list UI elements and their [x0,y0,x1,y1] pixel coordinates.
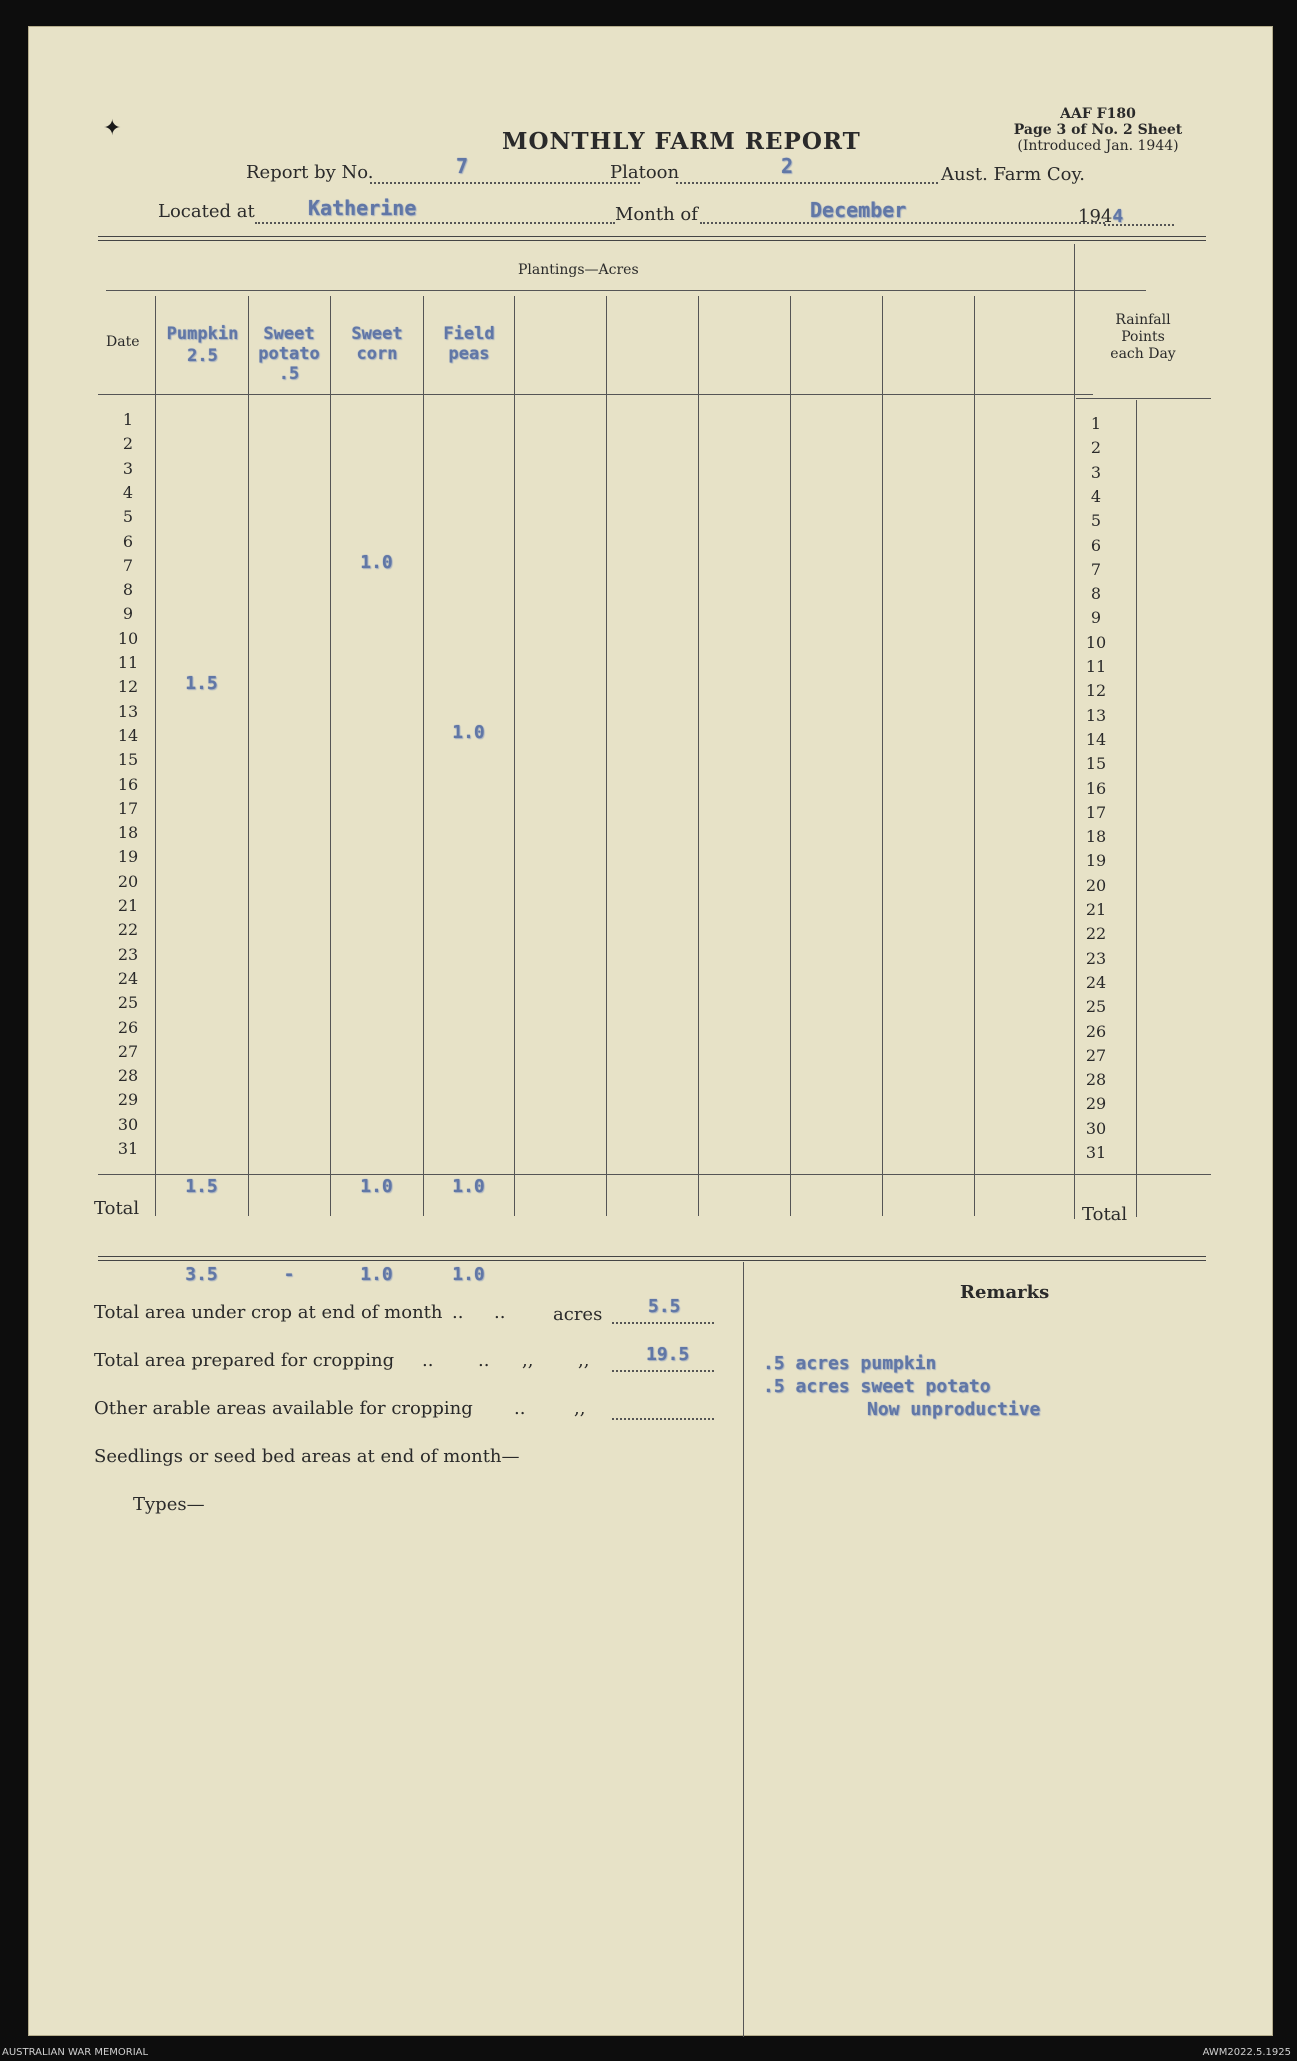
leader-dots: .. [494,1302,506,1323]
rainfall-day-number: 4 [1090,486,1102,506]
date-number: 27 [117,1041,139,1061]
platoon-line [676,182,938,184]
date-number: 24 [117,968,139,988]
col-divider [423,296,424,1216]
month-line [700,222,1105,224]
total-value: 1.0 [360,1176,393,1197]
rainfall-day-number: 25 [1085,997,1107,1017]
date-number: 4 [122,482,134,502]
rainfall-day-number: 17 [1085,802,1107,822]
col-divider [698,296,699,1216]
report-sheet [28,26,1273,2036]
form-introduced: (Introduced Jan. 1944) [1017,138,1179,154]
date-number: 26 [117,1017,139,1037]
total-label: Total [94,1198,140,1219]
total-value: 1.0 [452,1176,485,1197]
col-divider [330,296,331,1216]
rainfall-day-number: 23 [1085,948,1107,968]
company-label: Aust. Farm Coy. [941,164,1086,185]
crop-name: Field [443,324,495,344]
crop-name-2: peas [448,344,490,364]
rainfall-day-number: 30 [1085,1118,1107,1138]
total-top-rule [98,1174,1211,1175]
rainfall-divider [1074,244,1075,1219]
platoon-value: 2 [781,154,794,178]
form-page: Page 3 of No. 2 Sheet [1013,122,1183,138]
acres-label: acres [553,1304,603,1325]
rainfall-day-number: 8 [1090,584,1102,604]
crop-acres: 2.5 [187,346,218,366]
rainfall-day-number: 16 [1085,778,1107,798]
leader-dots: .. [422,1350,434,1371]
rainfall-day-number: 10 [1085,632,1107,652]
rainfall-day-number: 28 [1085,1070,1107,1090]
rainfall-heading-line-1: Rainfall [1115,312,1171,328]
date-number: 3 [122,458,134,478]
report-no-line [370,182,640,184]
other-arable-label: Other arable areas available for cropping [94,1398,473,1419]
date-number: 23 [117,944,139,964]
prepared-line [612,1370,714,1372]
crop-heading-pumpkin [150,324,255,366]
rainfall-day-number: 5 [1090,511,1102,531]
rainfall-day-number: 22 [1085,924,1107,944]
rainfall-day-number: 20 [1085,875,1107,895]
crop-heading-field-peas [425,324,513,364]
rainfall-day-number: 11 [1085,657,1107,676]
date-number: 20 [117,871,139,891]
col-divider [882,296,883,1216]
leader-dots: .. [478,1350,490,1371]
prepared-label: Total area prepared for cropping [94,1350,395,1371]
rainfall-day-number: 12 [1085,681,1107,701]
planting-entry: 1.0 [452,721,485,743]
crop-name-2: potato [258,344,320,364]
types-label: Types— [133,1494,205,1515]
below-total-value: 3.5 [185,1264,218,1285]
other-arable-line [612,1418,714,1420]
form-code: AAF F180 [1060,106,1136,122]
date-number: 2 [122,434,134,454]
crop-name-2: corn [356,344,398,364]
rainfall-day-number: 7 [1090,559,1102,579]
plantings-heading: Plantings—Acres [518,262,639,278]
perforated-edge [4,150,10,390]
ditto-mark: ,, [578,1350,590,1371]
seedlings-label: Seedlings or seed bed areas at end of month— [94,1446,520,1467]
date-number: 13 [117,701,139,721]
ink-mark: ✦ [103,116,122,141]
date-number: 15 [117,750,139,770]
col-divider [790,296,791,1216]
report-no-value: 7 [456,154,469,178]
rainfall-day-number: 9 [1090,608,1102,628]
total-area-label: Total area under crop at end of month [94,1302,443,1323]
date-number: 6 [122,531,134,551]
year-line [1104,224,1174,226]
rainfall-total-label: Total [1082,1204,1128,1225]
date-number: 8 [122,580,134,600]
rainfall-day-number: 13 [1085,705,1107,725]
footer-left: AUSTRALIAN WAR MEMORIAL [2,2047,149,2058]
rainfall-heading-line-3: each Day [1110,346,1176,362]
planting-entry: 1.5 [185,673,218,695]
remarks-line: Now unproductive [867,1399,1041,1420]
date-number: 16 [117,774,139,794]
prepared-value: 19.5 [646,1344,690,1365]
rainfall-day-number: 3 [1090,462,1102,482]
col-divider [974,296,975,1216]
remarks-line: .5 acres sweet potato [763,1376,991,1397]
col-divider [248,296,249,1216]
rainfall-day-number: 18 [1085,827,1107,847]
rainfall-day-number: 6 [1090,535,1102,555]
rainfall-header-rule [1076,398,1211,399]
date-number: 22 [117,920,139,940]
rainfall-day-number: 29 [1085,1094,1107,1114]
rainfall-heading-line-2: Points [1121,329,1165,345]
rainfall-day-number: 27 [1085,1045,1107,1065]
date-number: 21 [117,896,139,915]
rainfall-day-number: 2 [1090,438,1102,458]
planting-entry: 1.0 [360,551,393,573]
crop-name: Sweet [351,324,403,344]
date-number: 25 [117,993,139,1013]
remarks-line: .5 acres pumpkin [763,1353,937,1374]
rainfall-day-number: 19 [1085,851,1107,871]
date-number: 19 [117,847,139,867]
rainfall-value-divider [1136,400,1137,1217]
location-line [255,222,615,224]
date-number: 11 [117,653,139,672]
crop-name: Sweet [263,324,315,344]
table-bottom-rule [98,1256,1206,1261]
year-prefix: 194 [1078,206,1113,227]
below-total-value: 1.0 [452,1264,485,1285]
total-area-line [612,1322,714,1324]
date-number: 17 [117,798,139,818]
plantings-rule [106,290,1146,291]
date-number: 18 [117,823,139,843]
report-by-label: Report by No. [246,162,374,183]
rainfall-day-number: 14 [1085,729,1107,749]
date-heading: Date [106,334,140,350]
rainfall-day-number: 24 [1085,972,1107,992]
month-value: December [810,198,907,222]
date-number: 29 [117,1090,139,1110]
total-value: 1.5 [185,1176,218,1197]
leader-dots: .. [514,1398,526,1419]
crop-acres: .5 [278,364,300,384]
remarks-heading: Remarks [960,1282,1050,1303]
footer-right: AWM2022.5.1925 [1202,2047,1291,2058]
platoon-label: Platoon [610,162,680,183]
date-number: 30 [117,1114,139,1134]
rainfall-day-number: 15 [1085,754,1107,774]
below-total-value: - [283,1264,295,1285]
date-number: 10 [117,628,139,648]
date-number: 28 [117,1066,139,1086]
located-label: Located at [158,201,255,222]
rainfall-heading [1078,312,1208,363]
crop-heading-sweet-corn [332,324,422,364]
year-digit: 4 [1112,206,1124,227]
ditto-mark: ,, [522,1350,534,1371]
date-number: 9 [122,604,134,624]
below-total-value: 1.0 [360,1264,393,1285]
rainfall-day-number: 21 [1085,900,1107,919]
leader-dots: .. [452,1302,464,1323]
date-number: 7 [122,555,134,575]
page-title: MONTHLY FARM REPORT [502,128,861,155]
location-value: Katherine [308,196,417,220]
rainfall-day-number: 26 [1085,1021,1107,1041]
date-number: 12 [117,677,139,697]
table-top-rule [98,236,1206,241]
total-area-value: 5.5 [648,1296,681,1317]
form-code-block [998,106,1198,154]
crop-name: Pumpkin [166,324,239,344]
rainfall-day-number: 31 [1085,1143,1107,1162]
col-divider [606,296,607,1216]
date-number: 31 [117,1139,139,1158]
rainfall-day-number: 1 [1090,414,1102,433]
date-number: 5 [122,507,134,527]
date-number: 14 [117,725,139,745]
crop-heading-sweet-potato [250,324,328,384]
ditto-mark: ,, [574,1398,586,1419]
remarks-divider [743,1262,744,2037]
col-divider [155,296,156,1216]
remarks-text [763,1352,1040,1421]
date-number: 1 [122,410,134,429]
col-divider [514,296,515,1216]
month-label: Month of [615,204,698,225]
